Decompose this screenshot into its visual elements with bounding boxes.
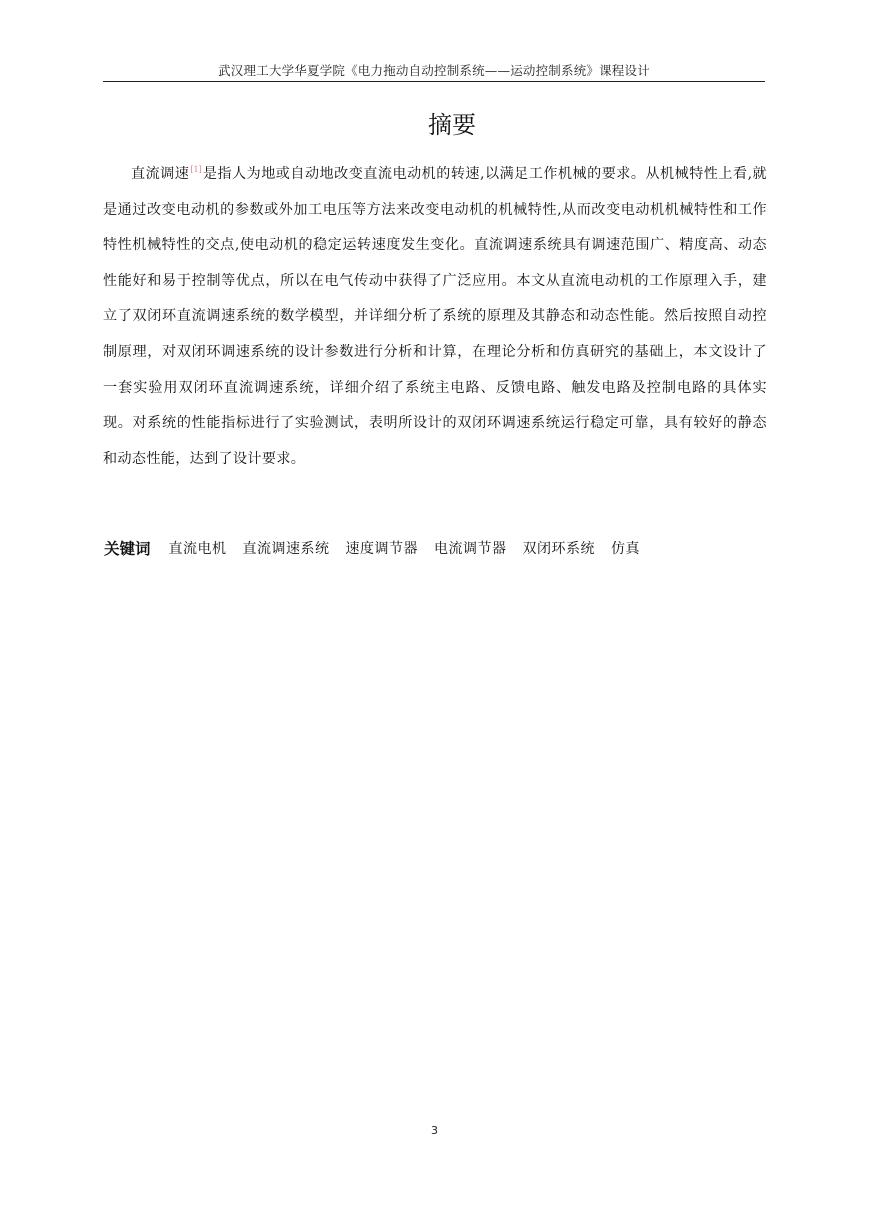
keyword-item: 电流调节器 (434, 541, 507, 557)
keyword-item: 直流调速系统 (242, 541, 330, 557)
abstract-title: 摘要 (428, 111, 476, 139)
keyword-item: 速度调节器 (345, 541, 419, 557)
keyword-item: 直流电机 (168, 541, 227, 557)
abstract-paragraph (103, 157, 767, 477)
running-header (103, 62, 765, 82)
abstract-lead-term: 直流调速 (131, 166, 190, 182)
abstract-body-text: 是指人为地或自动地改变直流电动机的转速,以满足工作机械的要求。从机械特性上看,就是通过改变电动机的参数或外加工电压等方法来改变电动机的机械特性,从而改变电动机机械特性和工作特性机械特性的交点,使电动机的稳定运转速度发生变化。直流调速系统具有调速范围广、精度高、动态性能好和易于控制等优点，所以在电气传动中获得了广泛应用。本文从直流电动机的工作原理入手，建立了双闭环直流调速系统的数学模型，并详细分析了系统的原理及其静态和动态性能。然后按照自动控制原理，对双闭环调速系统的设计参数进行分析和计算，在理论分析和仿真研究的基础上，本文设计了一套实验用双闭环直流调速系统，详细介绍了系统主电路、反馈电路、触发电路及控制电路的具体实现。对系统的性能指标进行了实验测试，表明所设计的双闭环调速系统运行稳定可靠，具有较好的静态和动态性能，达到了设计要求。 (103, 166, 767, 467)
keywords-label: 关键词 (104, 540, 151, 558)
keyword-item: 双闭环系统 (522, 541, 596, 557)
citation-link[interactable]: [1] (190, 165, 202, 174)
keyword-item: 仿真 (611, 541, 641, 557)
page-number: 3 (431, 1124, 438, 1137)
keywords-line (104, 536, 656, 560)
running-header-text: 武汉理工大学华夏学院《电力拖动自动控制系统——运动控制系统》课程设计 (218, 63, 650, 78)
